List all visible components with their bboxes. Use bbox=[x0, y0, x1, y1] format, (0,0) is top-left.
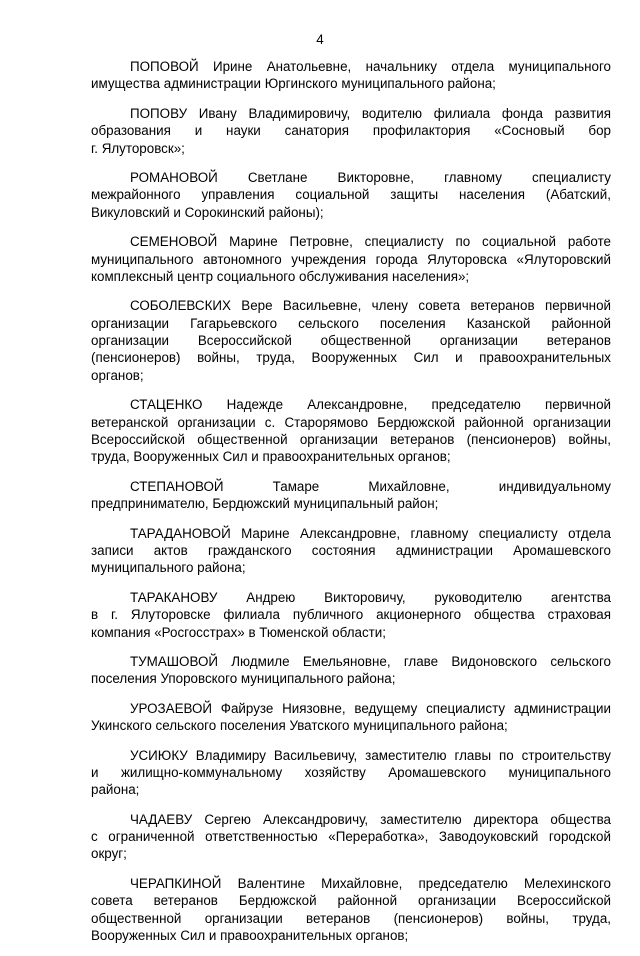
paragraph-line: ТУМАШОВОЙ Людмиле Емельяновне, главе Видоновского сельского bbox=[130, 653, 611, 669]
paragraph-line: имущества администрации Юргинского муниципального района; bbox=[91, 76, 496, 92]
paragraph-line: труда, Вооруженных Сил и правоохранительных органов; bbox=[91, 449, 451, 465]
paragraph-line: с ограниченной ответственностью «Переработка», Заводоуковский городской bbox=[91, 829, 611, 845]
paragraph-line: Всероссийской общественной организации ветеранов (пенсионеров) войны, bbox=[91, 432, 611, 448]
list-item bbox=[91, 58, 611, 93]
list-item bbox=[91, 233, 611, 285]
paragraph-line: компания «Росгосстрах» в Тюменской области; bbox=[91, 624, 386, 640]
list-item bbox=[91, 396, 611, 466]
paragraph-line: образования и науки санатория профилактория «Сосновый бор bbox=[91, 123, 611, 139]
list-item bbox=[91, 589, 611, 641]
list-item bbox=[91, 747, 611, 799]
list-item bbox=[91, 525, 611, 577]
paragraph-line: совета ветеранов Бердюжской районной организации Всероссийской bbox=[91, 893, 611, 909]
paragraph-line: органов; bbox=[91, 367, 144, 383]
list-item bbox=[91, 875, 611, 945]
paragraph-line: и жилищно-коммунальному хозяйству Аромашевского муниципального bbox=[91, 764, 611, 780]
paragraph-line: УРОЗАЕВОЙ Файрузе Ниязовне, ведущему специалисту администрации bbox=[130, 700, 611, 716]
paragraph-line: организации Всероссийской общественной организации ветеранов bbox=[91, 333, 611, 349]
paragraph-line: (пенсионеров) войны, труда, Вооруженных Сил и правоохранительных bbox=[91, 350, 611, 366]
paragraph-line: СОБОЛЕВСКИХ Вере Васильевне, члену совета ветеранов первичной bbox=[130, 298, 611, 314]
paragraph-line: Укинского сельского поселения Уватского муниципального района; bbox=[91, 718, 508, 734]
paragraph-line: округ; bbox=[91, 846, 127, 862]
paragraph-line: муниципального района; bbox=[91, 560, 246, 576]
paragraph-line: организации Гагарьевского сельского поселения Казанской районной bbox=[91, 315, 611, 331]
paragraph-line: комплексный центр социального обслуживания населения»; bbox=[91, 268, 470, 284]
list-item bbox=[91, 297, 611, 384]
list-item bbox=[91, 105, 611, 157]
paragraph-line: ветеранской организации с. Старорямово Бердюжской районной организации bbox=[91, 414, 611, 430]
paragraph-line: поселения Упоровского муниципального района; bbox=[91, 671, 396, 687]
paragraph-line: РОМАНОВОЙ Светлане Викторовне, главному специалисту bbox=[130, 169, 611, 185]
paragraph-line: района; bbox=[91, 782, 140, 798]
list-item bbox=[91, 169, 611, 221]
paragraph-line: ЧЕРАПКИНОЙ Валентине Михайловне, председателю Мелехинского bbox=[130, 875, 611, 891]
list-item bbox=[91, 811, 611, 863]
paragraph-line: межрайонного управления социальной защиты населения (Абатский, bbox=[91, 187, 611, 203]
paragraph-line: СТЕПАНОВОЙ Тамаре Михайловне, индивидуальному bbox=[130, 478, 611, 494]
paragraph-line: УСИЮКУ Владимиру Васильевичу, заместителю главы по строительству bbox=[130, 747, 611, 763]
paragraph-line: ПОПОВОЙ Ирине Анатольевне, начальнику отдела муниципального bbox=[130, 59, 611, 74]
paragraph-line: Викуловский и Сорокинский районы); bbox=[91, 204, 324, 220]
paragraph-line: записи актов гражданского состояния администрации Аромашевского bbox=[91, 542, 611, 558]
document-body bbox=[91, 58, 611, 956]
paragraph-line: ПОПОВУ Ивану Владимировичу, водителю филиала фонда развития bbox=[130, 105, 611, 121]
list-item bbox=[91, 653, 611, 688]
paragraph-line: муниципального автономного учреждения города Ялуторовска «Ялуторовский bbox=[91, 251, 611, 267]
list-item bbox=[91, 478, 611, 513]
paragraph-line: ЧАДАЕВУ Сергею Александровичу, заместителю директора общества bbox=[130, 811, 611, 827]
paragraph-line: предпринимателю, Бердюжский муниципальный район; bbox=[91, 496, 439, 512]
paragraph-line: в г. Ялуторовске филиала публичного акционерного общества страховая bbox=[91, 607, 611, 623]
paragraph-line: СЕМЕНОВОЙ Марине Петровне, специалисту по социальной работе bbox=[130, 234, 611, 250]
paragraph-line: Вооруженных Сил и правоохранительных органов; bbox=[91, 928, 409, 944]
paragraph-line: СТАЦЕНКО Надежде Александровне, председателю первичной bbox=[130, 397, 611, 413]
paragraph-line: ТАРАДАНОВОЙ Марине Александровне, главному специалисту отдела bbox=[130, 525, 611, 541]
page-number: 4 bbox=[316, 32, 324, 47]
paragraph-line: общественной организации ветеранов (пенсионеров) войны, труда, bbox=[91, 910, 611, 926]
paragraph-line: г. Ялуторовск»; bbox=[91, 140, 185, 156]
paragraph-line: ТАРАКАНОВУ Андрею Викторовичу, руководителю агентства bbox=[130, 589, 611, 605]
list-item bbox=[91, 700, 611, 735]
